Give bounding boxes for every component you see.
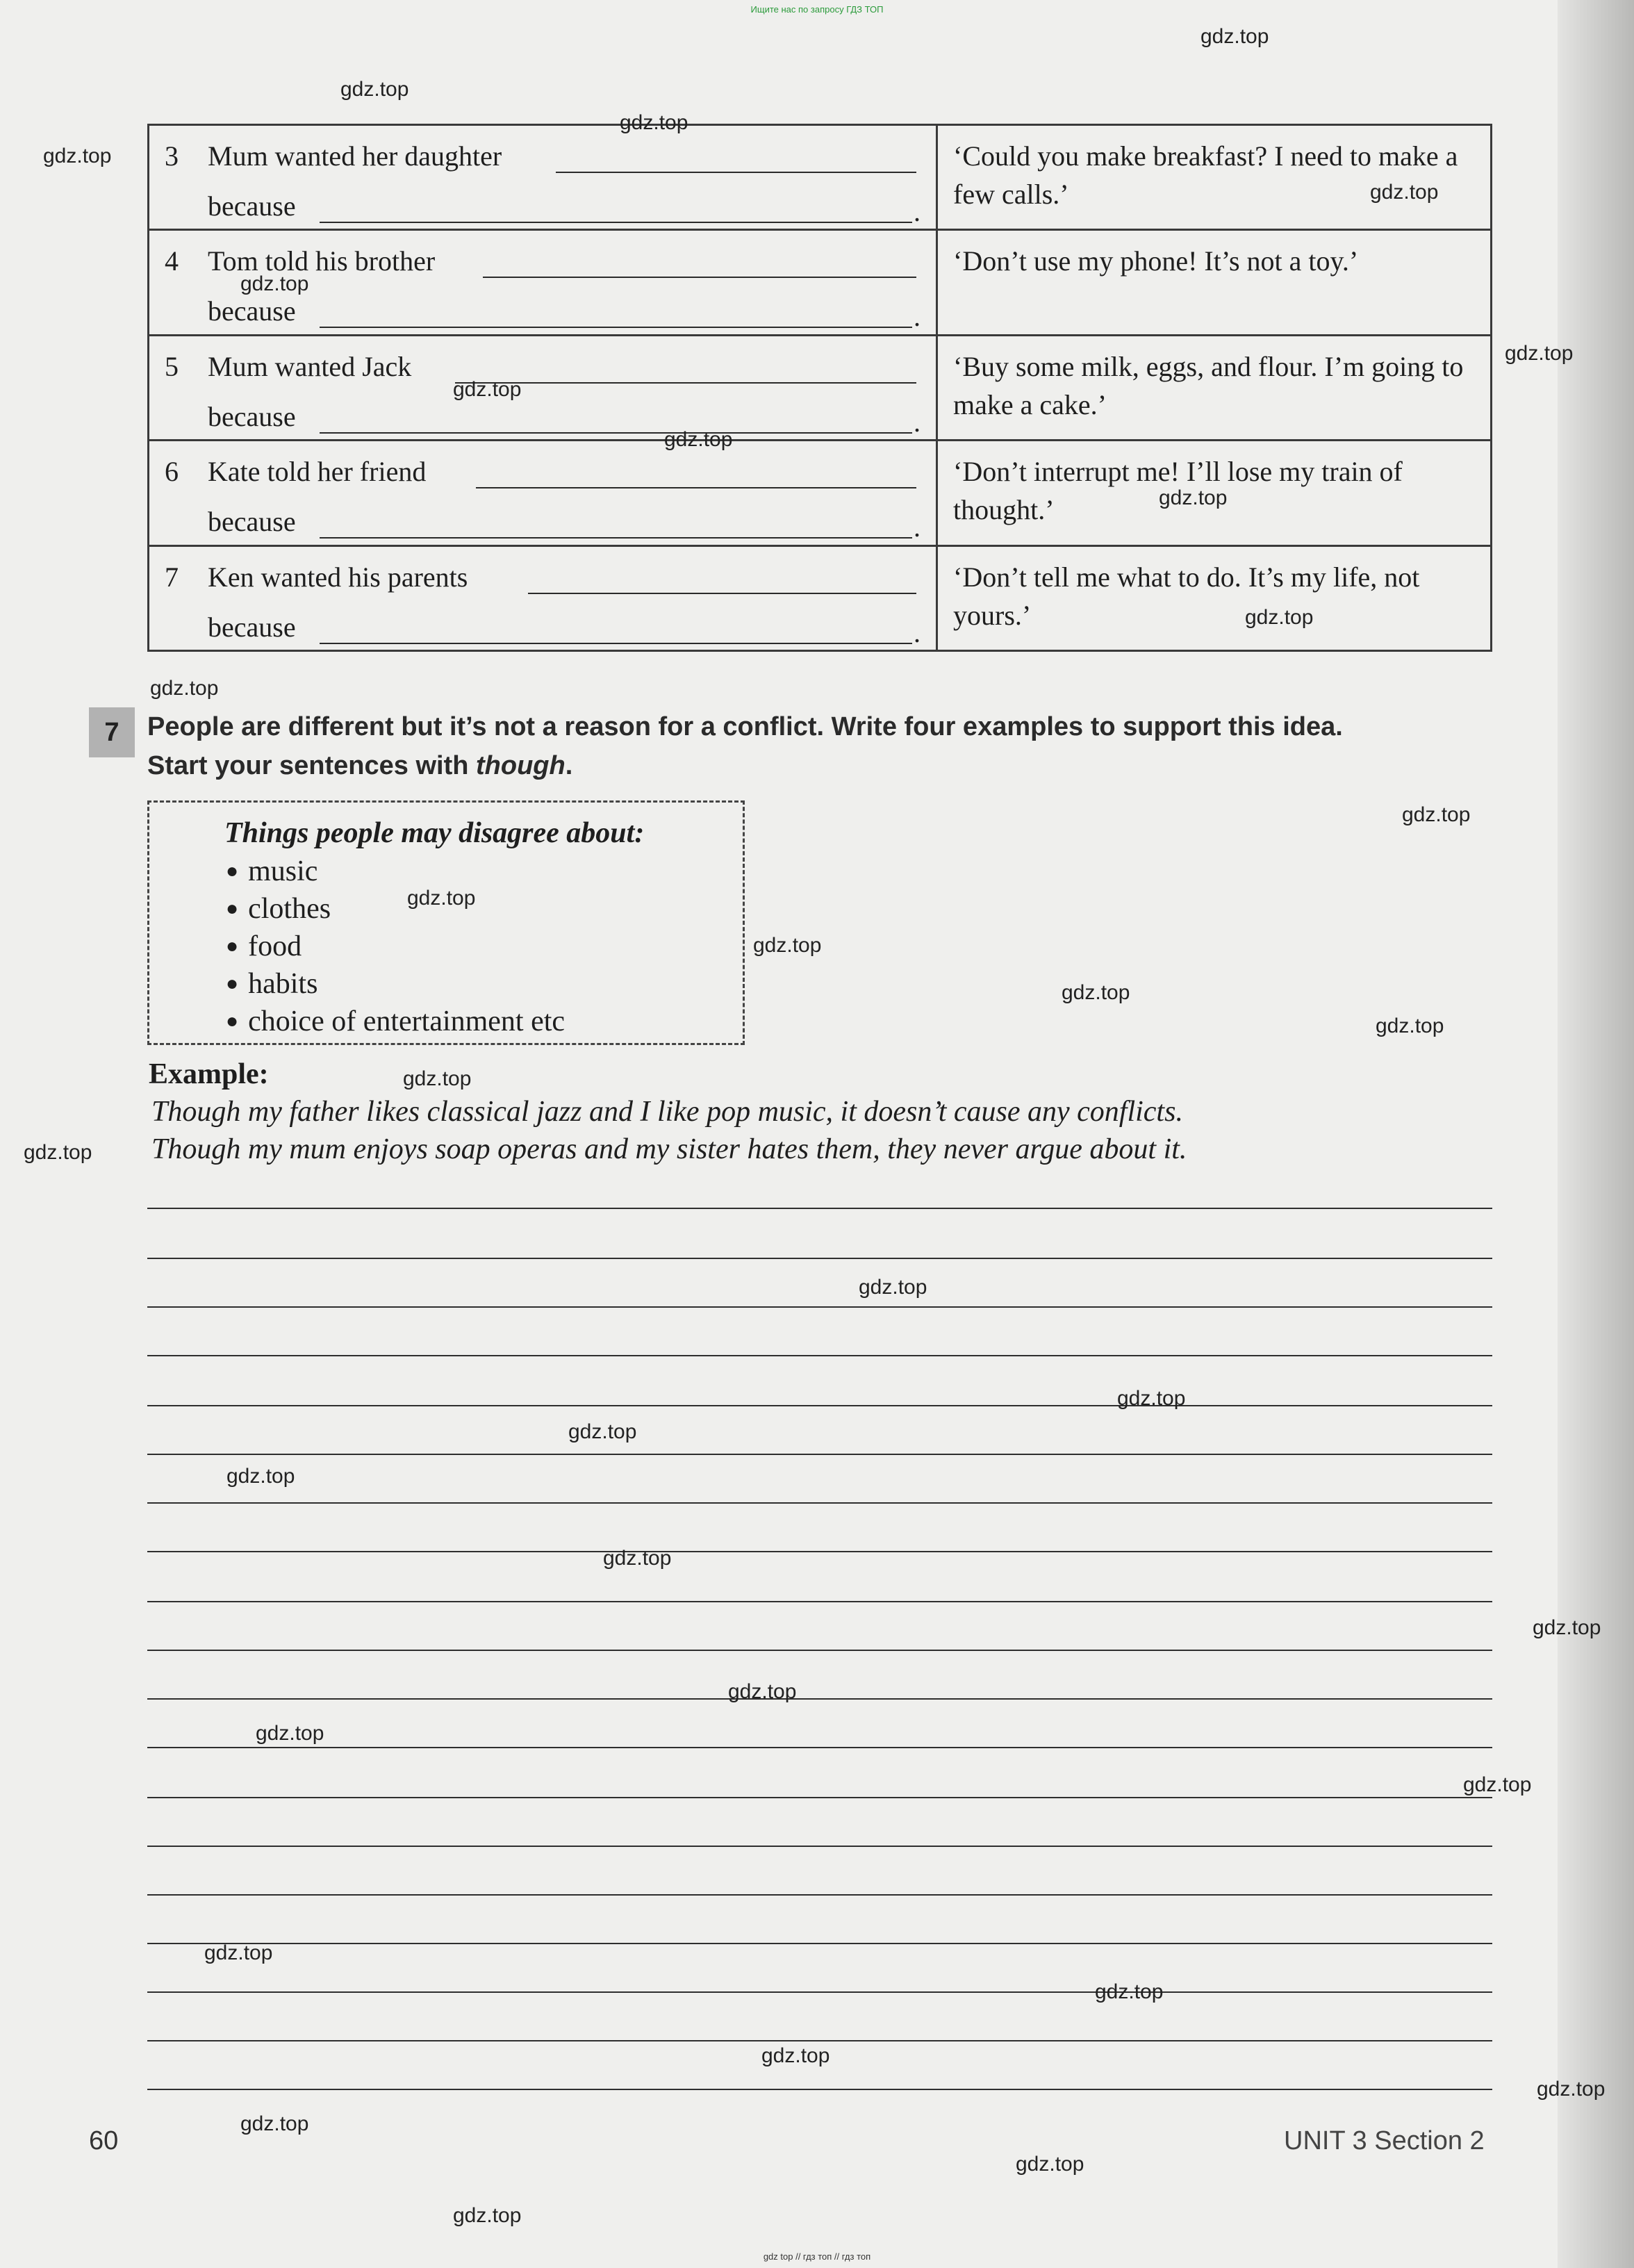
quote-cell <box>937 545 1492 650</box>
quote-cell <box>937 335 1492 440</box>
example-sentence: Though my father likes classical jazz and I like pop music, it doesn’t cause any conflicts. <box>151 1096 1183 1128</box>
watermark: gdz.top <box>204 1941 273 1964</box>
table-row <box>149 125 1492 230</box>
list-item <box>226 965 565 1003</box>
sentence-lead: Ken wanted his parents <box>208 561 468 593</box>
watermark: gdz.top <box>1537 2078 1606 2101</box>
watermark: gdz.top <box>43 145 112 167</box>
answer-line[interactable] <box>147 1846 1492 1847</box>
because-label: because <box>208 400 296 432</box>
sentence-end-dot: . <box>914 616 921 648</box>
answer-line[interactable] <box>147 1747 1492 1748</box>
watermark: gdz.top <box>1095 1980 1164 2003</box>
because-label: because <box>208 506 296 538</box>
answer-blank[interactable] <box>476 487 916 488</box>
answer-line[interactable] <box>147 1894 1492 1896</box>
bullet-icon: ● <box>226 897 239 920</box>
topics-list <box>226 853 565 1040</box>
watermark: gdz.top <box>1533 1616 1601 1639</box>
answer-line[interactable] <box>147 1797 1492 1798</box>
topic-text: food <box>248 930 302 962</box>
answer-line[interactable] <box>147 1991 1492 1993</box>
quote-cell <box>937 230 1492 335</box>
instruction-line <box>147 746 1502 785</box>
sentence-cell <box>149 441 937 545</box>
watermark: gdz.top <box>407 887 476 910</box>
table-row <box>149 335 1492 440</box>
sentence-cell <box>149 545 937 650</box>
watermark: gdz.top <box>1245 606 1314 629</box>
watermark: gdz.top <box>453 378 522 401</box>
sentence-end-dot: . <box>914 511 921 543</box>
list-item <box>226 1003 565 1040</box>
because-label: because <box>208 190 296 222</box>
bullet-icon: ● <box>226 972 239 995</box>
sentence-end-dot: . <box>914 301 921 333</box>
answer-line[interactable] <box>147 1601 1492 1602</box>
answer-line[interactable] <box>147 1306 1492 1308</box>
table-row <box>149 441 1492 545</box>
sentence-end-dot: . <box>914 196 921 227</box>
answer-blank[interactable] <box>483 277 916 278</box>
quote-text: ‘Don’t use my phone! It’s not a toy.’ <box>953 245 1359 277</box>
watermark: gdz.top <box>256 1722 324 1745</box>
answer-line[interactable] <box>147 1698 1492 1700</box>
watermark: gdz.top <box>340 78 409 101</box>
answer-blank[interactable] <box>556 172 916 173</box>
watermark: gdz.top <box>859 1276 927 1299</box>
answer-line[interactable] <box>147 2089 1492 2090</box>
row-number: 5 <box>165 350 179 382</box>
answer-line[interactable] <box>147 2040 1492 2041</box>
watermark: gdz.top <box>240 2112 309 2135</box>
table-row <box>149 545 1492 650</box>
example-label: Example: <box>149 1058 269 1090</box>
topics-box-title <box>224 816 644 850</box>
answer-line[interactable] <box>147 1405 1492 1406</box>
row-number: 7 <box>165 561 179 593</box>
watermark: gdz.top <box>664 428 733 451</box>
watermark: gdz.top <box>1016 2153 1084 2176</box>
page-number: 60 <box>89 2126 119 2155</box>
quote-text: ‘Could you make breakfast? I need to make a few calls.’ <box>953 140 1458 210</box>
header-note: Ищите нас по запросу ГДЗ ТОП <box>750 4 884 15</box>
watermark: gdz.top <box>24 1141 92 1164</box>
answer-line[interactable] <box>147 1551 1492 1552</box>
watermark: gdz.top <box>1402 803 1471 826</box>
sentence-lead: Kate told her friend <box>208 456 427 488</box>
exercise-instruction <box>147 707 1502 785</box>
list-item <box>226 853 565 890</box>
watermark: gdz.top <box>1159 486 1228 509</box>
sentence-cell <box>149 125 937 230</box>
because-label: because <box>208 611 296 643</box>
answer-line[interactable] <box>147 1650 1492 1651</box>
answer-blank[interactable] <box>320 643 912 644</box>
sentence-lead: Mum wanted Jack <box>208 350 412 382</box>
quote-text: ‘Don’t tell me what to do. It’s my life, not yours.’ <box>953 561 1420 631</box>
sentence-cell <box>149 335 937 440</box>
answer-line[interactable] <box>147 1258 1492 1259</box>
quote-text: ‘Buy some milk, eggs, and flour. I’m going to make a cake.’ <box>953 350 1464 420</box>
watermark: gdz.top <box>603 1547 672 1570</box>
bullet-icon: ● <box>226 1010 239 1033</box>
watermark: gdz.top <box>150 677 219 700</box>
watermark: gdz.top <box>1062 981 1130 1004</box>
answer-line[interactable] <box>147 1502 1492 1504</box>
answer-blank[interactable] <box>320 222 912 223</box>
watermark: gdz.top <box>728 1680 797 1703</box>
watermark: gdz.top <box>1376 1014 1444 1037</box>
quote-cell <box>937 125 1492 230</box>
answer-blank[interactable] <box>528 593 916 594</box>
row-number: 6 <box>165 456 179 488</box>
instruction-text: Start your sentences with <box>147 751 477 780</box>
watermark: gdz.top <box>1117 1387 1186 1410</box>
answer-line[interactable] <box>147 1454 1492 1455</box>
topic-text: choice of entertainment etc <box>248 1005 566 1037</box>
sentence-lead: Tom told his brother <box>208 245 436 277</box>
topics-box <box>147 800 745 1045</box>
watermark: gdz.top <box>453 2204 522 2227</box>
exercise-number-badge: 7 <box>89 707 135 757</box>
bullet-icon: ● <box>226 935 239 958</box>
answer-blank[interactable] <box>320 327 912 328</box>
topic-text: habits <box>248 968 318 1000</box>
table-row <box>149 230 1492 335</box>
box-title-colon: : <box>634 817 645 849</box>
watermark: gdz.top <box>620 111 688 134</box>
watermark: gdz.top <box>403 1067 472 1090</box>
footer-note: gdz top // гдз топ // гдз топ <box>763 2251 871 2262</box>
instruction-text: . <box>565 751 573 780</box>
page-edge-shadow <box>1558 0 1634 2268</box>
row-number: 4 <box>165 245 179 277</box>
answer-line[interactable] <box>147 1943 1492 1944</box>
answer-line[interactable] <box>147 1208 1492 1209</box>
because-label: because <box>208 295 296 327</box>
watermark: gdz.top <box>240 272 309 295</box>
answer-blank[interactable] <box>455 382 916 384</box>
bullet-icon: ● <box>226 860 239 882</box>
instruction-line: People are different but it’s not a reason for a conflict. Write four examples to support this idea. <box>147 712 1343 741</box>
watermark: gdz.top <box>1200 25 1269 48</box>
list-item <box>226 890 565 928</box>
list-item <box>226 928 565 965</box>
answer-blank[interactable] <box>320 537 912 539</box>
topic-text: music <box>248 855 318 887</box>
quote-text: ‘Don’t interrupt me! I’ll lose my train of thought.’ <box>953 456 1403 526</box>
answer-blank[interactable] <box>320 432 912 434</box>
watermark: gdz.top <box>761 2044 830 2067</box>
sentence-lead: Mum wanted her daughter <box>208 140 502 172</box>
running-head: UNIT 3 Section 2 <box>1284 2126 1485 2155</box>
watermark: gdz.top <box>1505 342 1574 365</box>
instruction-keyword: though <box>476 751 566 780</box>
watermark: gdz.top <box>1370 181 1439 204</box>
reported-speech-table <box>147 124 1492 652</box>
sentence-end-dot: . <box>914 406 921 438</box>
watermark: gdz.top <box>1463 1773 1532 1796</box>
watermark: gdz.top <box>226 1465 295 1488</box>
box-title-text: Things people may disagree about <box>224 817 635 849</box>
watermark: gdz.top <box>568 1420 637 1443</box>
answer-line[interactable] <box>147 1355 1492 1356</box>
example-sentence: Though my mum enjoys soap operas and my sister hates them, they never argue about it. <box>151 1133 1187 1165</box>
row-number: 3 <box>165 140 179 172</box>
watermark: gdz.top <box>753 934 822 957</box>
topic-text: clothes <box>248 893 331 925</box>
